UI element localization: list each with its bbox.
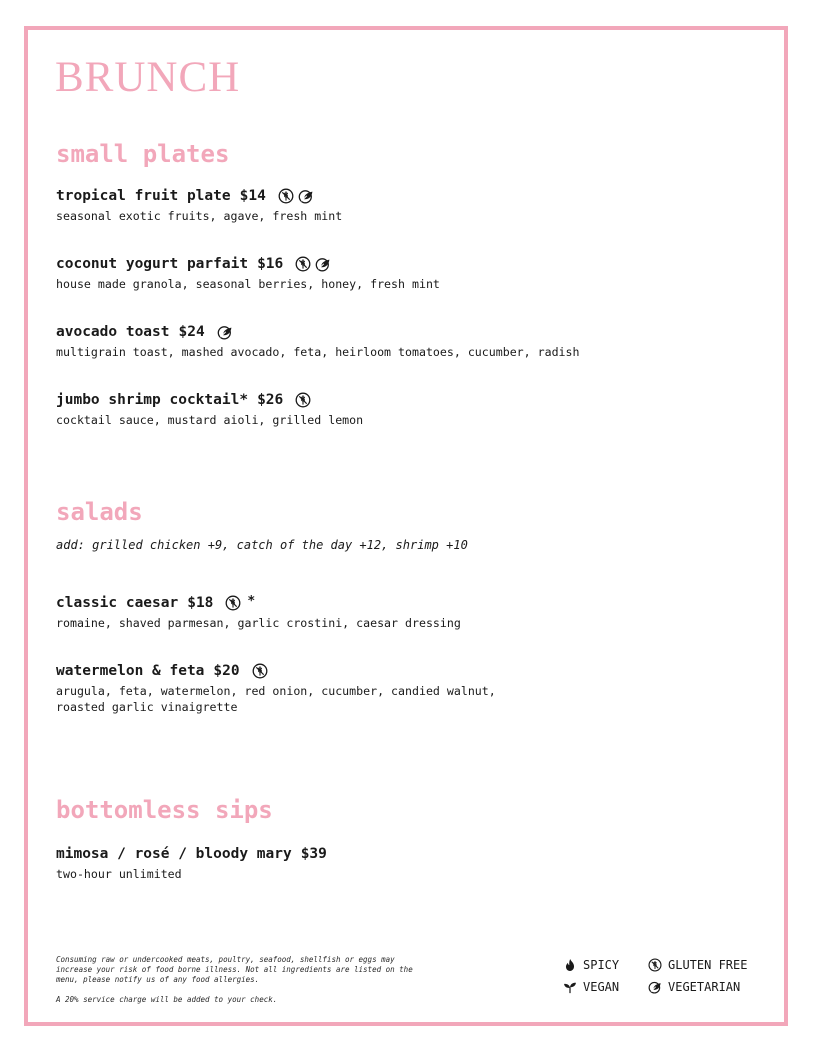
item-price: $18	[187, 595, 214, 611]
legend-spicy	[563, 958, 648, 972]
gluten-free-icon	[295, 392, 311, 408]
menu-item	[56, 254, 440, 292]
menu-item	[56, 186, 342, 224]
vegan-icon	[563, 980, 577, 994]
asterisk-note: *	[247, 593, 256, 609]
vegetarian-icon	[648, 980, 662, 994]
menu-item	[56, 661, 496, 715]
legend-vegan	[563, 980, 648, 994]
gluten-free-icon	[225, 595, 241, 611]
item-description: arugula, feta, watermelon, red onion, cucumber, candied walnut,	[56, 684, 496, 698]
item-description: house made granola, seasonal berries, honey, fresh mint	[56, 277, 440, 291]
item-name: avocado toast	[56, 324, 170, 340]
vegetarian-icon	[217, 324, 233, 340]
spicy-icon	[563, 958, 577, 972]
gluten-free-icon	[648, 958, 662, 972]
item-price: $14	[239, 188, 266, 204]
item-price: $16	[257, 256, 284, 272]
item-description-continued: roasted garlic vinaigrette	[56, 700, 238, 714]
section-heading-bottomless-sips: bottomless sips	[56, 796, 273, 824]
dietary-legend	[563, 954, 768, 998]
item-name: watermelon & feta	[56, 663, 205, 679]
item-price: $20	[213, 663, 240, 679]
legend-label: GLUTEN FREE	[668, 958, 748, 972]
item-price: $26	[257, 392, 284, 408]
item-name: classic caesar	[56, 595, 179, 611]
item-name: coconut yogurt parfait	[56, 256, 249, 272]
disclaimer-line: menu, please notify us of any food allergies.	[56, 975, 260, 984]
item-name: tropical fruit plate	[56, 188, 231, 204]
menu-item	[56, 322, 580, 360]
item-description: two-hour unlimited	[56, 867, 182, 881]
item-price: $24	[178, 324, 205, 340]
food-safety-disclaimer	[56, 955, 413, 985]
gluten-free-icon	[252, 663, 268, 679]
gluten-free-icon	[278, 188, 294, 204]
legend-gluten-free	[648, 958, 747, 972]
vegetarian-icon	[298, 188, 314, 204]
section-heading-salads: salads	[56, 498, 143, 526]
menu-item	[56, 593, 461, 631]
legend-vegetarian	[648, 980, 740, 994]
item-description: multigrain toast, mashed avocado, feta, heirloom tomatoes, cucumber, radish	[56, 345, 580, 359]
disclaimer-line: increase your risk of food borne illness. Not all ingredients are listed on the	[56, 965, 413, 974]
service-charge-note: A 20% service charge will be added to your check.	[56, 995, 278, 1004]
legend-label: VEGETARIAN	[668, 980, 741, 994]
legend-label: SPICY	[583, 958, 620, 972]
menu-item	[56, 844, 327, 882]
item-description: seasonal exotic fruits, agave, fresh mint	[56, 209, 343, 223]
salad-add-ons-note: add: grilled chicken +9, catch of the day +12, shrimp +10	[56, 538, 468, 552]
menu-item	[56, 390, 363, 428]
item-name: jumbo shrimp cocktail*	[56, 392, 249, 408]
section-heading-small-plates: small plates	[56, 140, 230, 168]
legend-label: VEGAN	[583, 980, 620, 994]
gluten-free-icon	[295, 256, 311, 272]
item-name: mimosa / rosé / bloody mary	[56, 846, 292, 862]
page-title: BRUNCH	[55, 54, 241, 101]
item-description: cocktail sauce, mustard aioli, grilled lemon	[56, 413, 364, 427]
item-price: $39	[300, 846, 327, 862]
vegetarian-icon	[315, 256, 331, 272]
item-description: romaine, shaved parmesan, garlic crostini, caesar dressing	[56, 616, 461, 630]
disclaimer-line: Consuming raw or undercooked meats, poultry, seafood, shellfish or eggs may	[56, 955, 395, 964]
